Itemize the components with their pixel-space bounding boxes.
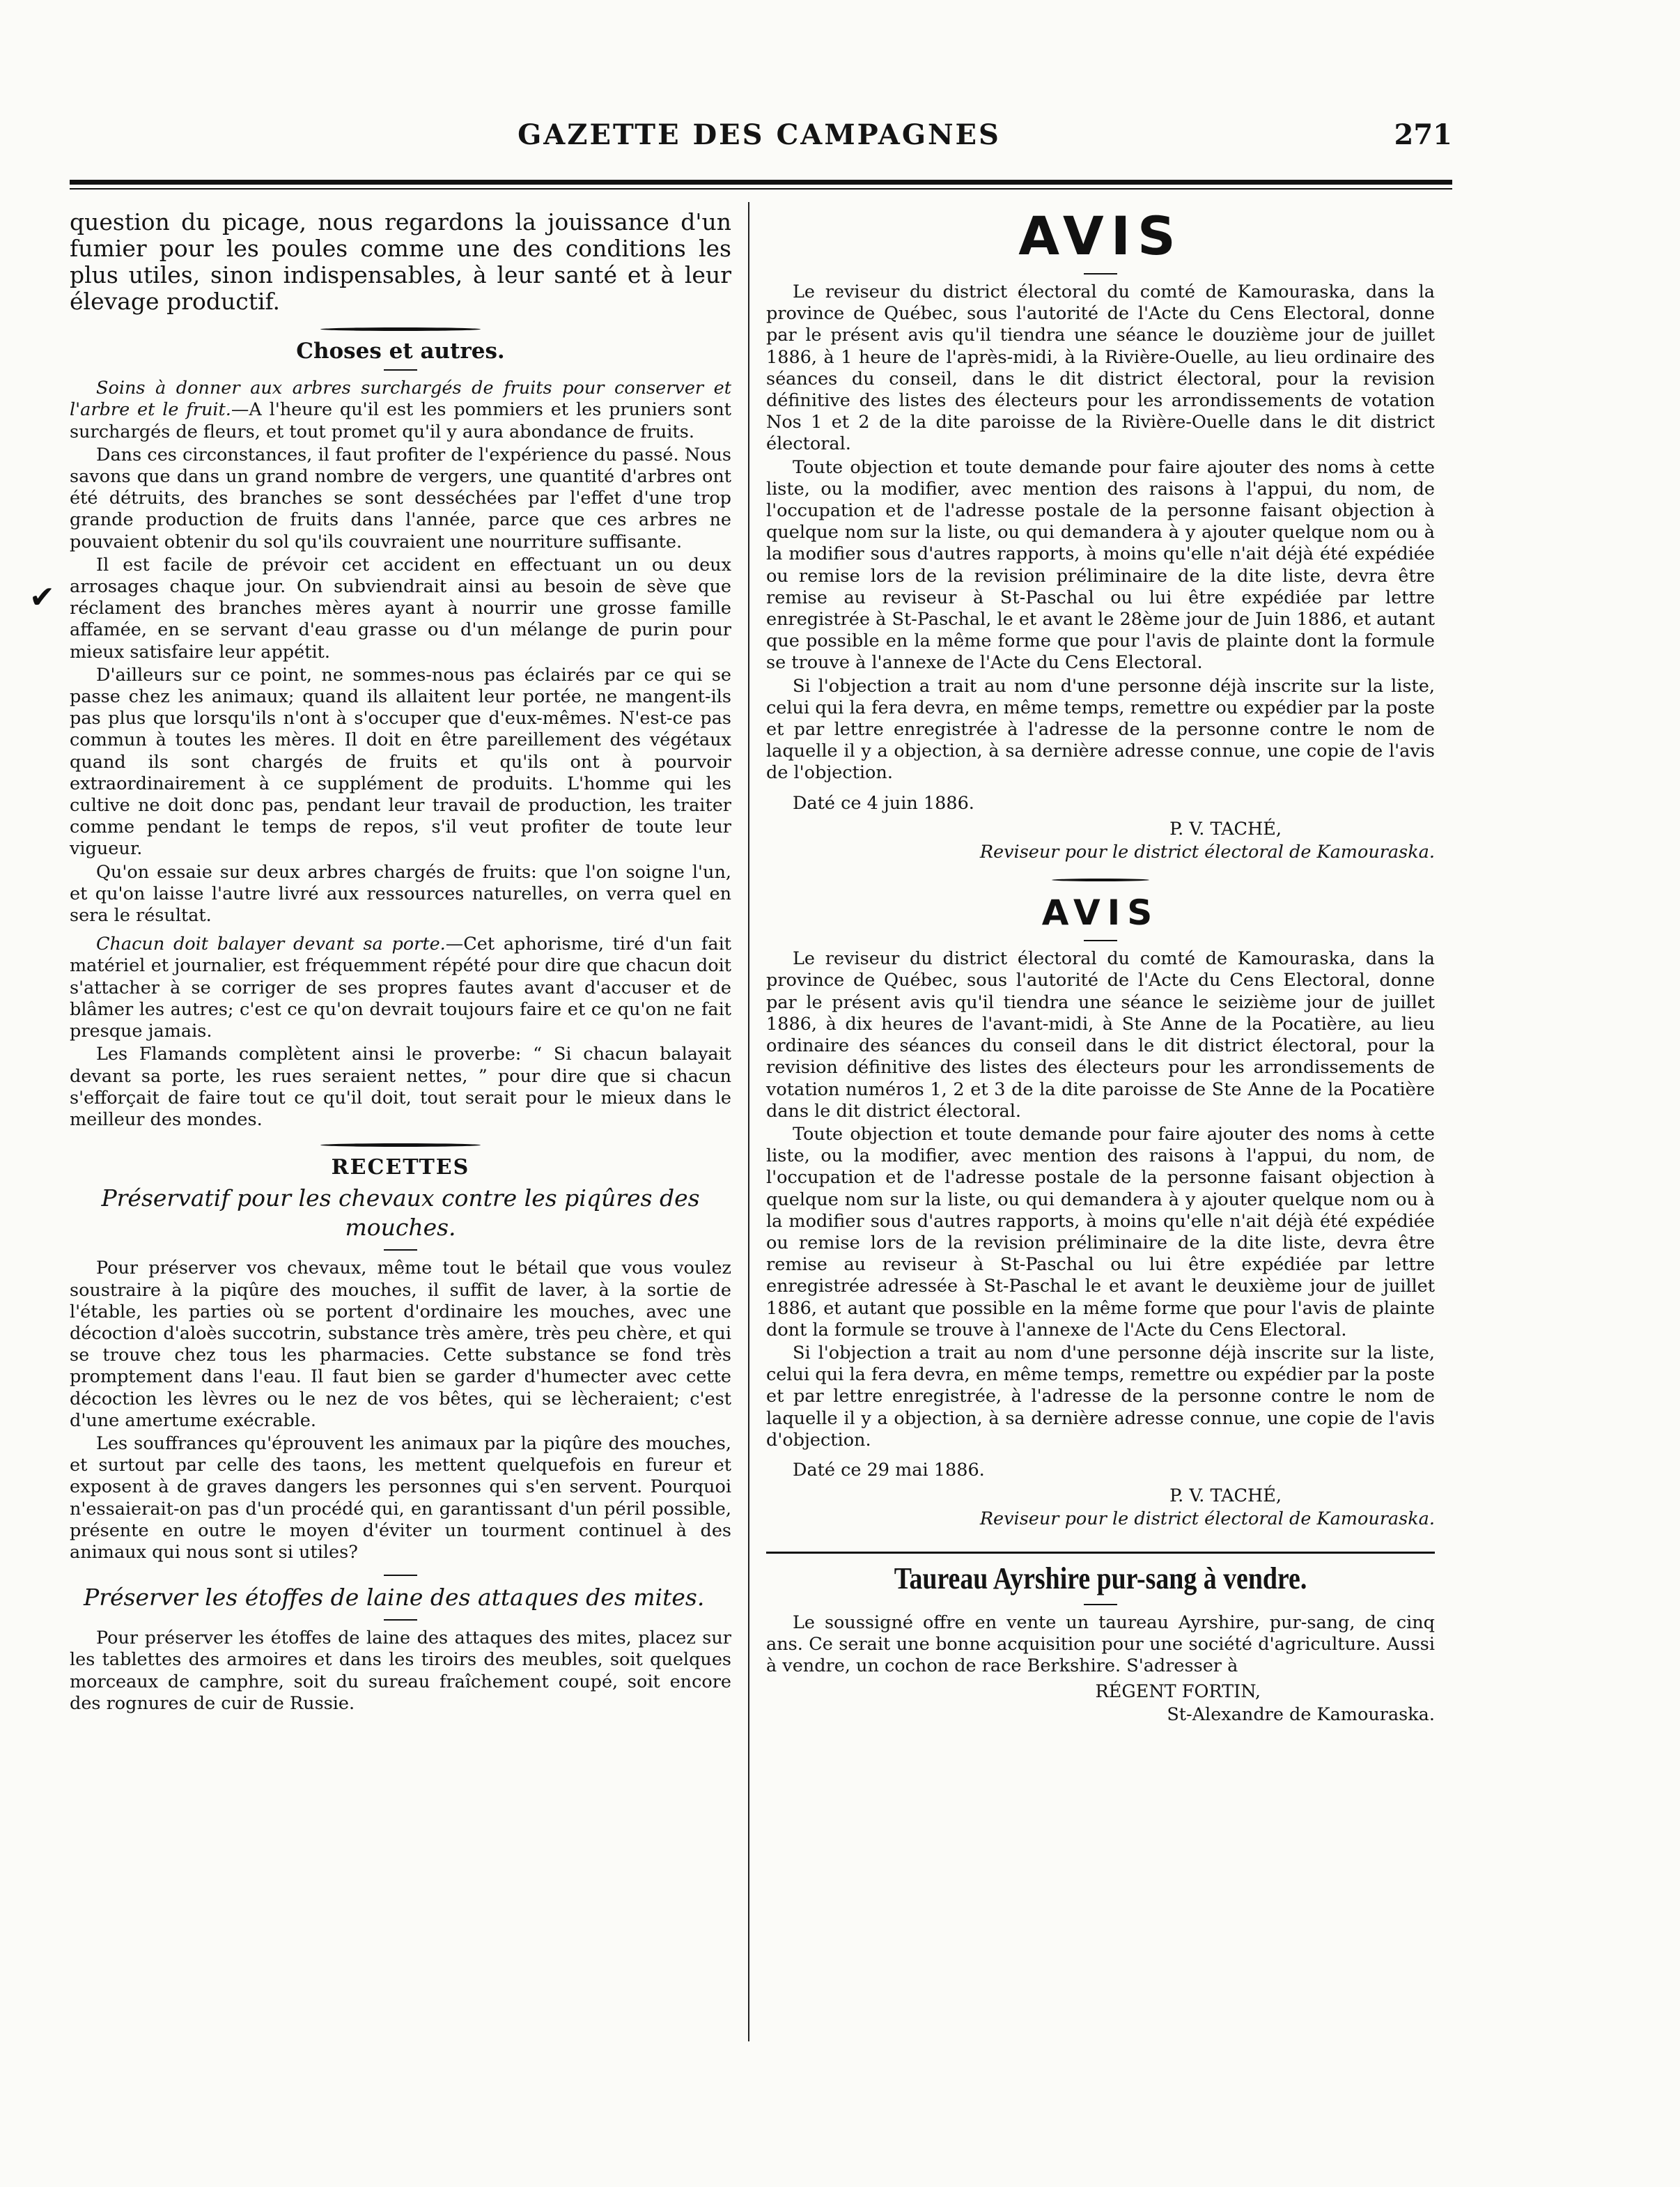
choses-paragraph: Qu'on essaie sur deux arbres chargés de fruits: que l'on soigne l'un, et qu'on laisse l'autre livré aux ressources naturelles, on verra quel en sera le résultat.: [70, 861, 731, 927]
choses-paragraph: [70, 378, 731, 443]
avis-paragraph: Si l'objection a trait au nom d'une personne déjà inscrite sur la liste, celui qui la fera devra, en même temps, remettre ou expédier par la poste et par lettre enregistrée, à l'adresse de la personne contre le nom de laquelle il y a objection, à sa dernière adresse connue, une copie de l'avis d'objection.: [766, 1342, 1435, 1451]
dash-separator: [384, 1249, 417, 1251]
choses-lead: Chacun doit balayer devant sa porte.: [96, 934, 446, 955]
avis-paragraph: Si l'objection a trait au nom d'une personne déjà inscrite sur la liste, celui qui la fera devra, en même temps, remettre ou expédier par la poste et par lettre enregistrée à l'adresse de la personne contre le nom de laquelle il y a objection, à sa dernière adresse connue, une copie de l'avis de l'objection.: [766, 675, 1435, 784]
avis-title: AVIS: [1018, 205, 1183, 267]
header-rule-thick: [70, 180, 1452, 185]
choses-paragraph: D'ailleurs sur ce point, ne sommes-nous pas éclairés par ce qui se passe chez les animaux; quand ils allaitent leur portée, ne mangent-ils pas plus que lorsqu'ils n'ont à s'occuper que d'eux-mêmes. N'est-ce pas commun à toutes les mères. Il doit en être pareillement des végétaux quand ils sont chargés de fruits et qu'ils ont à pourvoir extraordinairement à ce supplément de produits. L'homme qui les cultive ne doit donc pas, pendant leur travail de production, les traiter comme pendant le temps de repos, s'il veut profiter de toute leur vigueur.: [70, 664, 731, 860]
choses-lead: Soins à donner aux arbres surchargés de fruits pour conserver et l'arbre et le fruit.: [70, 378, 731, 421]
avis-paragraph: Toute objection et toute demande pour faire ajouter des noms à cette liste, ou la modifier, avec mention des raisons à l'appui, du nom, de l'occupation et de l'adresse postale de la personne faisant objection à quelque nom sur la liste, ou qui demandera à y ajouter quelque nom ou à la modifier sous d'autres rapports, à moins qu'elle n'ait déjà été expédiée ou remise lors de la revision préliminaire de la dite liste, devra être remise au reviseur à St-Paschal ou lui être expédiée par lettre enregistrée adressée à St-Paschal le et avant le deuxième jour de juillet 1886, et autant que possible en la même forme que pour l'avis de plainte dont la formule se trouve à l'annexe de l'Acte du Cens Electoral.: [766, 1123, 1435, 1340]
ad-paragraph: Le soussigné offre en vente un taureau Ayrshire, pur-sang, de cinq ans. Ce serait une bonne acquisition pour une société d'agriculture. Aussi à vendre, un cochon de race Berkshire. S'adresser à: [766, 1612, 1435, 1676]
checkmark-icon: ✔: [29, 580, 55, 615]
avis-paragraph: Toute objection et toute demande pour faire ajouter des noms à cette liste, ou la modifier, avec mention des raisons à l'appui, du nom, de l'occupation et de l'adresse postale de la personne faisant objection à quelque nom sur la liste, ou qui demandera à y ajouter quelque nom ou à la modifier sous d'autres rapports, à moins qu'elle n'ait déjà été expédiée ou remise lors de la revision préliminaire de la dite liste, devra être remise au reviseur à St-Paschal ou lui être expédiée par lettre enregistrée à St-Paschal, le et avant le 28ème jour de Juin 1886, et autant que possible en la même forme que pour l'avis de plainte dont la formule se trouve à l'annexe de l'Acte du Cens Electoral.: [766, 456, 1435, 674]
ornamental-rule: [320, 327, 481, 331]
dash-separator: [384, 369, 417, 371]
avis-signer-title: Reviseur pour le district électoral de Kamouraska.: [979, 1508, 1435, 1530]
dash-separator: [384, 1619, 417, 1621]
recipe-paragraph: Les souffrances qu'éprouvent les animaux par la piqûre des mouches, et surtout par celle des taons, les mettent quelquefois en fureur et exposent à de graves dangers les personnes qui s'en servent. Pourquoi n'essaierait-on pas d'un procédé qui, en garantissant d'un péril possible, présente en outre le moyen d'éviter un tourment continuel à des animaux qui nous sont si utiles?: [70, 1432, 731, 1563]
choses-paragraph: Il est facile de prévoir cet accident en effectuant un ou deux arrosages chaque jour. On subviendrait ainsi au besoin de sève que réclament des branches mères ayant à nourrir une grosse famille affamée, en se servant d'eau grasse ou d'un mélange de purin pour mieux satisfaire leur appétit.: [70, 554, 731, 663]
section-title-choses: Choses et autres.: [296, 339, 505, 364]
page-number: 271: [1394, 118, 1452, 151]
avis-signer-title: Reviseur pour le district électoral de Kamouraska.: [979, 842, 1435, 863]
choses-paragraph: [70, 934, 731, 1042]
dash-separator: [1084, 1604, 1117, 1605]
avis-signer: P. V. TACHÉ,: [1169, 818, 1282, 840]
dash-separator: [1084, 940, 1117, 941]
avis-date: Daté ce 4 juin 1886.: [793, 792, 974, 814]
running-title: GAZETTE DES CAMPAGNES: [518, 118, 1001, 151]
avis-signer: P. V. TACHÉ,: [1169, 1485, 1282, 1507]
choses-text: —A l'heure qu'il est les pommiers et les pruniers sont surchargés de fleurs, et tout promet qu'il y aura abondance de fruits.: [70, 399, 732, 442]
ad-title: Taureau Ayrshire pur-sang à vendre.: [894, 1561, 1307, 1595]
header-rule-thin: [70, 188, 1452, 190]
recipe-paragraph: Pour préserver les étoffes de laine des attaques des mites, placez sur les tablettes des armoires et dans les tiroirs des meubles, soit quelques morceaux de camphre, soit du sureau fraîchement coupé, soit encore des rognures de cuir de Russie.: [70, 1628, 731, 1714]
page-header: [66, 118, 1452, 160]
choses-text: —Cet aphorisme, tiré d'un fait matériel et journalier, est fréquemment répété pour dire que chacun doit s'attacher à se corriger de ses propres fautes avant d'accuser et de blâmer les autres; c'est ce qu'on devrait toujours faire et ce qu'on ne fait presque jamais.: [70, 934, 731, 1042]
choses-paragraph: Les Flamands complètent ainsi le proverbe: “ Si chacun balayait devant sa porte, les rues seraient nettes, ” pour dire que si chacun s'efforçait de faire tout ce qu'il doit, tout serait pour le mieux dans le meilleur des mondes.: [70, 1044, 731, 1130]
avis-paragraph: Le reviseur du district électoral du comté de Kamouraska, dans la province de Québec, sous l'autorité de l'Acte du Cens Electoral, donne par le présent avis qu'il tiendra une séance le seizième jour de juillet 1886, à dix heures de l'avant-midi, à Ste Anne de la Pocatière, au lieu ordinaire des séances du conseil dans le dit district électoral, pour la revision définitive des listes des électeurs pour les arrondissements de votation numéros 1, 2 et 3 de la dite paroisse de Ste Anne de la Pocatière dans le dit district électoral.: [766, 948, 1435, 1122]
ornamental-rule: [1052, 879, 1149, 881]
avis-date: Daté ce 29 mai 1886.: [793, 1459, 985, 1481]
avis-title: AVIS: [1041, 892, 1160, 934]
recipe-paragraph: Pour préserver vos chevaux, même tout le bétail que vous voulez soustraire à la piqûre des mouches, il suffit de laver, à la sortie de l'étable, les parties où se portent d'ordinaire les mouches, avec une décoction d'aloès succotrin, substance très amère, très peu chère, et qui se trouve chez tous les pharmacies. Cette substance se fond très promptement dans l'eau. Il faut bien se garder d'humecter avec cette décoction les lèvres ou le nez de vos bêtes, qui se lècheraient; c'est d'une amertume exécrable.: [70, 1258, 731, 1431]
column-divider: [748, 202, 749, 2041]
recipe-title: Préserver les étoffes de laine des attaques des mites.: [84, 1584, 705, 1612]
intro-paragraph: question du picage, nous regardons la jouissance d'un fumier pour les poules comme une des conditions les plus utiles, sinon indispensables, à leur santé et à leur élevage productif.: [70, 208, 731, 315]
dash-separator: [1084, 273, 1117, 275]
choses-paragraph: Dans ces circonstances, il faut profiter de l'expérience du passé. Nous savons que dans un grand nombre de vergers, une quantité d'arbres ont été détruits, des branches se sont desséchées par l'effet d'une trop grande production de fruits dans l'année, parce que ces arbres ne pouvaient obtenir du sol qu'ils couvraient une nourriture suffisante.: [70, 444, 731, 552]
section-title-recettes: RECETTES: [331, 1155, 470, 1180]
ad-rule: [766, 1552, 1435, 1554]
right-column: [766, 205, 1435, 1728]
ad-place: St-Alexandre de Kamouraska.: [1167, 1704, 1435, 1726]
avis-paragraph: Le reviseur du district électoral du comté de Kamouraska, dans la province de Québec, sous l'autorité de l'Acte du Cens Electoral, donne par le présent avis qu'il tiendra une séance le douzième jour de juillet 1886, à 1 heure de l'après-midi, à la Rivière-Ouelle, au lieu ordinaire des séances du conseil, dans le dit district électoral, pour la revision définitive des listes des électeurs pour les arrondissements de votation Nos 1 et 2 de la dite paroisse de la Rivière-Ouelle dans le dit district électoral.: [766, 281, 1435, 455]
ornamental-rule: [320, 1143, 481, 1147]
recipe-title: Préservatif pour les chevaux contre les piqûres des mouches.: [101, 1184, 700, 1242]
dash-separator: [384, 1575, 417, 1576]
left-column: [70, 209, 731, 1716]
ad-signer: RÉGENT FORTIN,: [1095, 1681, 1261, 1703]
